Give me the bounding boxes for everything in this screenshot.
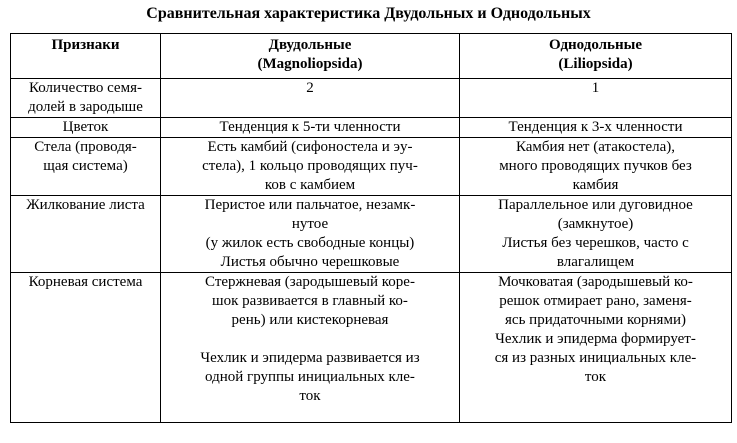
table-row — [11, 196, 732, 273]
cell-monocot: 1 — [460, 79, 732, 118]
header-monocot: Однодольные (Liliopsida) — [460, 34, 732, 79]
cell-feature: Стела (проводя- щая система) — [11, 138, 161, 196]
table-row — [11, 79, 732, 118]
comparison-table — [10, 33, 732, 423]
cell-dicot: Перистое или пальчатое, незамк- нутое (у жилок есть свободные концы) Листья обычно черешковые — [161, 196, 460, 273]
document-title: Сравнительная характеристика Двудольных и Однодольных — [146, 5, 591, 22]
cell-dicot: Тенденция к 5-ти членности — [161, 118, 460, 138]
paragraph-gap — [163, 330, 457, 349]
cell-feature: Жилкование листа — [11, 196, 161, 273]
cell-feature: Корневая система — [11, 273, 161, 423]
table-row — [11, 138, 732, 196]
table-row — [11, 273, 732, 423]
cell-feature: Цветок — [11, 118, 161, 138]
cell-monocot: Мочковатая (зародышевый ко- решок отмирает рано, заменя- ясь придаточными корнями) Чехлик и эпидерма формирует- ся из разных инициальных кле- ток — [460, 273, 732, 423]
table-header-row — [11, 34, 732, 79]
table-row — [11, 118, 732, 138]
header-dicot: Двудольные (Magnoliopsida) — [161, 34, 460, 79]
cell-monocot: Параллельное или дуговидное (замкнутое) Листья без черешков, часто с влагалищем — [460, 196, 732, 273]
cell-monocot: Тенденция к 3-х членности — [460, 118, 732, 138]
cell-dicot: Есть камбий (сифоностела и эу- стела), 1 кольцо проводящих пуч- ков с камбием — [161, 138, 460, 196]
cell-feature: Количество семя- долей в зародыше — [11, 79, 161, 118]
header-feature: Признаки — [11, 34, 161, 79]
cell-dicot: 2 — [161, 79, 460, 118]
cell-monocot: Камбия нет (атакостела), много проводящих пучков без камбия — [460, 138, 732, 196]
cell-dicot: Стержневая (зародышевый коре- шок развивается в главный ко- рень) или кистекорневая Чехлик и эпидерма развивается из одной группы инициальных кле- ток — [161, 273, 460, 423]
